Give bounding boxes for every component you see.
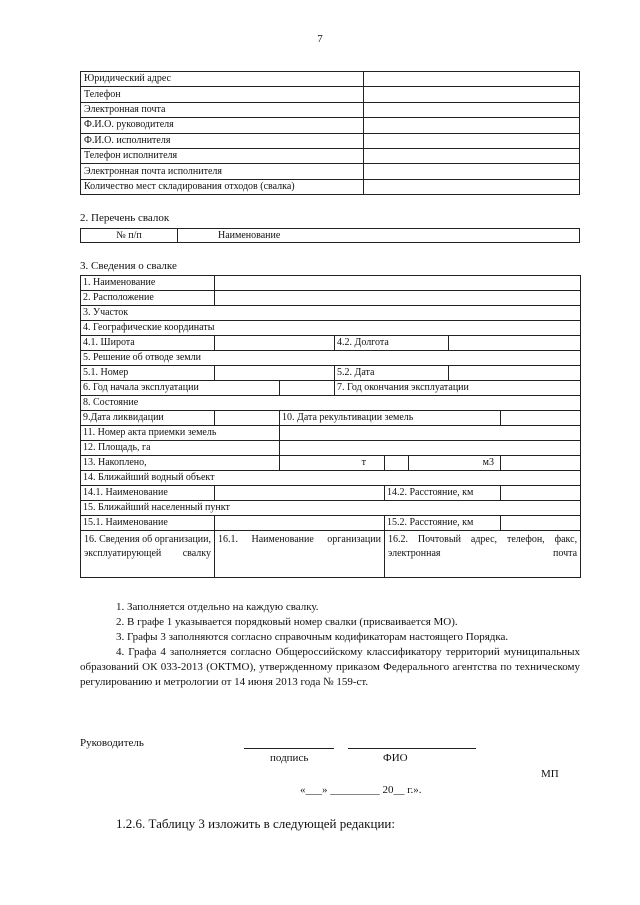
row-settlement-name-value xyxy=(215,516,385,531)
section-3-title: 3. Сведения о свалке xyxy=(80,260,177,272)
contacts-value xyxy=(364,179,580,194)
row-state: 8. Состояние xyxy=(81,396,581,411)
row-water-name-value xyxy=(215,486,385,501)
row-latitude: 4.1. Широта xyxy=(81,336,215,351)
row-latitude-value xyxy=(215,336,335,351)
col-number-header: № п/п xyxy=(81,229,178,243)
row-accumulated-m3-value: м3 xyxy=(409,456,501,471)
row-act-number: 11. Номер акта приемки земель xyxy=(81,426,280,441)
note-1: 1. Заполняется отдельно на каждую свалку. xyxy=(116,601,319,613)
row-geo: 4. Географические координаты xyxy=(81,321,581,336)
signature-fio-label: ФИО xyxy=(383,752,408,764)
row-settlement-distance-value xyxy=(501,516,581,531)
fio-line xyxy=(348,748,476,749)
row-area-value xyxy=(280,441,581,456)
row-location: 2. Расположение xyxy=(81,291,215,306)
row-name-value xyxy=(215,276,581,291)
row-start-year-value xyxy=(280,381,335,396)
note-3: 3. Графы 3 заполняются согласно справочным кодификаторам настоящего Порядка. xyxy=(116,631,509,643)
contacts-value xyxy=(364,102,580,117)
row-accumulated-t-value: т xyxy=(280,456,385,471)
contacts-label: Электронная почта xyxy=(81,102,364,117)
contacts-table xyxy=(80,71,580,195)
row-water-distance: 14.2. Расстояние, км xyxy=(385,486,501,501)
contacts-value xyxy=(364,133,580,148)
row-water-name: 14.1. Наименование xyxy=(81,486,215,501)
row-date: 5.2. Дата xyxy=(335,366,449,381)
contacts-row xyxy=(81,87,580,102)
contacts-value xyxy=(364,164,580,179)
contacts-label: Количество мест складирования отходов (свалка) xyxy=(81,179,364,194)
row-plot: 3. Участок xyxy=(81,306,581,321)
row-number-value xyxy=(215,366,335,381)
contacts-label: Юридический адрес xyxy=(81,72,364,87)
row-accumulated: 13. Накоплено, xyxy=(81,456,280,471)
dumps-list-table xyxy=(80,228,580,243)
signature-sign-label: подпись xyxy=(270,752,309,764)
row-name: 1. Наименование xyxy=(81,276,215,291)
row-decision: 5. Решение об отводе земли xyxy=(81,351,581,366)
notes xyxy=(80,600,580,690)
row-liquidation-value xyxy=(215,411,280,426)
row-area: 12. Площадь, га xyxy=(81,441,280,456)
row-recultivation-value xyxy=(501,411,581,426)
contacts-label: Электронная почта исполнителя xyxy=(81,164,364,179)
final-line: 1.2.6. Таблицу 3 изложить в следующей редакции: xyxy=(116,816,395,831)
row-accumulated-m3-cell xyxy=(501,456,581,471)
contacts-row xyxy=(81,133,580,148)
signature-date: «___» _________ 20__ г.». xyxy=(300,784,422,796)
row-settlement-name: 15.1. Наименование xyxy=(81,516,215,531)
note-2: 2. В графе 1 указывается порядковый номер свалки (присваивается МО). xyxy=(116,616,458,628)
contacts-row xyxy=(81,72,580,87)
contacts-label: Телефон исполнителя xyxy=(81,148,364,163)
row-water-distance-value xyxy=(501,486,581,501)
contacts-row xyxy=(81,179,580,194)
row-location-value xyxy=(215,291,581,306)
contacts-label: Телефон xyxy=(81,87,364,102)
row-settlement: 15. Ближайший населенный пункт xyxy=(81,501,581,516)
section-2-title: 2. Перечень свалок xyxy=(80,212,170,224)
stamp-label: МП xyxy=(541,768,559,780)
row-start-year: 6. Год начала эксплуатации xyxy=(81,381,280,396)
row-act-value xyxy=(280,426,581,441)
contacts-value xyxy=(364,118,580,133)
contacts-value xyxy=(364,87,580,102)
row-settlement-distance: 15.2. Расстояние, км xyxy=(385,516,501,531)
contacts-row xyxy=(81,102,580,117)
contacts-row xyxy=(81,118,580,133)
contacts-row xyxy=(81,164,580,179)
note-4: 4. Графа 4 заполняется согласно Общероссийскому классификатору территорий муниципальных образований ОК 033-2013 (ОКТМО), утвержденному приказом Федерального агентства по техническому регулированию и метрологии от 14 июня 2013 года № 159-ст. xyxy=(80,646,580,688)
row-liquidation-date: 9.Дата ликвидации xyxy=(81,411,215,426)
row-operator-name: 16.1. Наименование организации xyxy=(215,531,385,578)
signature-line xyxy=(244,748,334,749)
row-operator: 16. Сведения об организации, эксплуатирующей свалку xyxy=(81,531,215,578)
row-water: 14. Ближайший водный объект xyxy=(81,471,581,486)
row-end-year: 7. Год окончания эксплуатации xyxy=(335,381,581,396)
contacts-value xyxy=(364,148,580,163)
row-longitude: 4.2. Долгота xyxy=(335,336,449,351)
contacts-label: Ф.И.О. исполнителя xyxy=(81,133,364,148)
contacts-label: Ф.И.О. руководителя xyxy=(81,118,364,133)
dump-info-table xyxy=(80,275,581,578)
signature-head-label: Руководитель xyxy=(80,737,144,749)
row-longitude-value xyxy=(449,336,581,351)
row-recultivation-date: 10. Дата рекультивации земель xyxy=(280,411,501,426)
contacts-row xyxy=(81,148,580,163)
row-operator-address: 16.2. Почтовый адрес, телефон, факс, электронная почта xyxy=(385,531,581,578)
row-date-value xyxy=(449,366,581,381)
col-name-header: Наименование xyxy=(178,229,580,243)
page-number: 7 xyxy=(317,33,323,45)
contacts-value xyxy=(364,72,580,87)
row-accumulated-gap xyxy=(385,456,409,471)
row-number: 5.1. Номер xyxy=(81,366,215,381)
